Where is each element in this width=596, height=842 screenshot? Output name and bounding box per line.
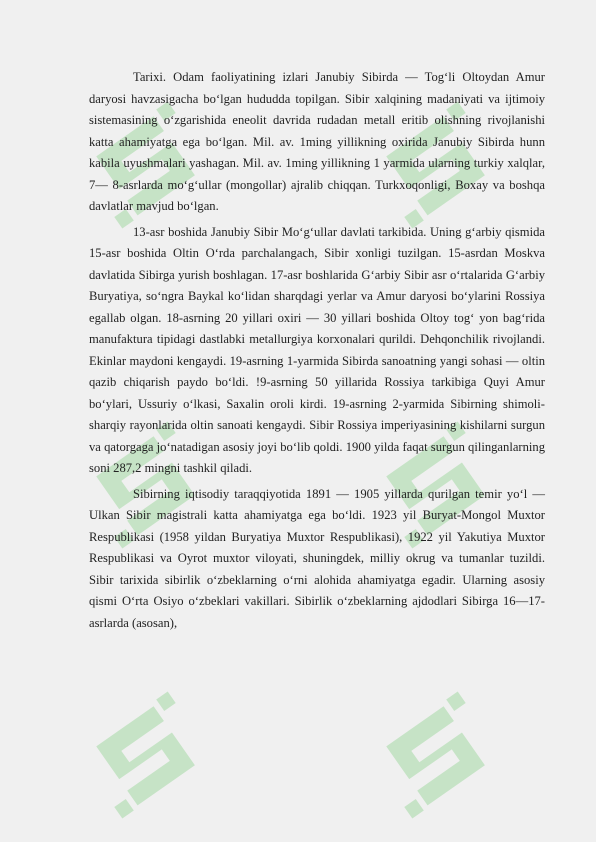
paragraph-economic-development: Sibirning iqtisodiy taraqqiyotida 1891 — 1905 yillarda qurilgan temir yo‘l — Ulkan Sibir magistrali katta ahamiyatga ega bo‘ldi. 1923 yil Buryat-Mongol Muxtor Respublikasi (1958 yildan Buryatiya Muxtor Respublikasi), 1922 yil Yakutiya Muxtor Respublikasi va Oyrot muxtor viloyati, shuningdek, milliy okrug va tumanlar tuzildi. Sibir tarixida sibirlik o‘zbeklarning o‘rni alohida ahamiyatga egadir. Ularning asosiy qismi O‘rta Osiyo o‘zbeklari vakillari. Sibirlik o‘zbeklarning ajdodlari Sibirga 16—17-asrlarda (asosan), xyxy=(89,486,545,630)
watermark-logo-icon xyxy=(70,680,220,830)
watermark-logo-icon xyxy=(360,680,510,830)
paragraph-history-intro: Tarixi. Odam faoliyatining izlari Janubiy Sibirda — Tog‘li Oltoydan Amur daryosi havzasigacha bo‘lgan hududda topilgan. Sibir xalqining madaniyati va ijtimoiy sistemasining o‘zgarishida eneolit davrida rudadan metall eritib olishning rivojlanishi katta ahamiyatga ega bo‘lgan. Mil. av. 1ming yillikning oxirida Janubiy Sibirda hunn kabila uyushmalari yashagan. Mil. av. 1ming yillikning 1 yarmida ularning turkiy xalqlar, 7— 8-asrlarda mo‘g‘ullar (mongollar) ajralib chiqqan. Turkxoqonligi, Boxay va boshqa davlatlar mavjud bo‘lgan. xyxy=(89,70,545,213)
paragraph-13th-century: 13-asr boshida Janubiy Sibir Mo‘g‘ullar davlati tarkibida. Uning g‘arbiy qismida 15-asr boshida Oltin O‘rda parchalangach, Sibir xonligi tuzilgan. 15-asrdan Moskva davlatida Sibirga yurish boshlagan. 17-asr boshlarida G‘arbiy Sibir asr o‘rtalarida G‘arbiy Buryatiya, so‘ngra Baykal ko‘lidan sharqdagi yerlar va Amur daryosi bo‘ylarini Rossiya egallab olgan. 18-asrning 20 yillari oxiri — 30 yillari boshida Oltoy tog‘ yon bag‘rida manufaktura tipidagi dastlabki metallurgiya korxonalari qurildi. Dehqonchilik rivojlandi. Ekinlar maydoni kengaydi. 19-asrning 1-yarmida Sibirda sanoatning yangi sohasi — oltin qazib chiqarish paydo bo‘ldi. !9-asrning 50 yillarida Rossiya tarkibiga Quyi Amur bo‘ylari, Ussuriy o‘lkasi, Saxalin oroli kirdi. 19-asrning 2-yarmida Sibirning shimoli-sharqiy rayonlarida oltin sanoati kengaydi. Sibir Rossiya imperiyasining kishilarni surgun va qatorgaga jo‘natadigan asosiy joyi bo‘lib qoldi. 1900 yilda faqat surgun qilinganlarning soni 287,2 mingni tashkil qiladi. xyxy=(89,224,545,475)
document-body xyxy=(89,67,545,638)
